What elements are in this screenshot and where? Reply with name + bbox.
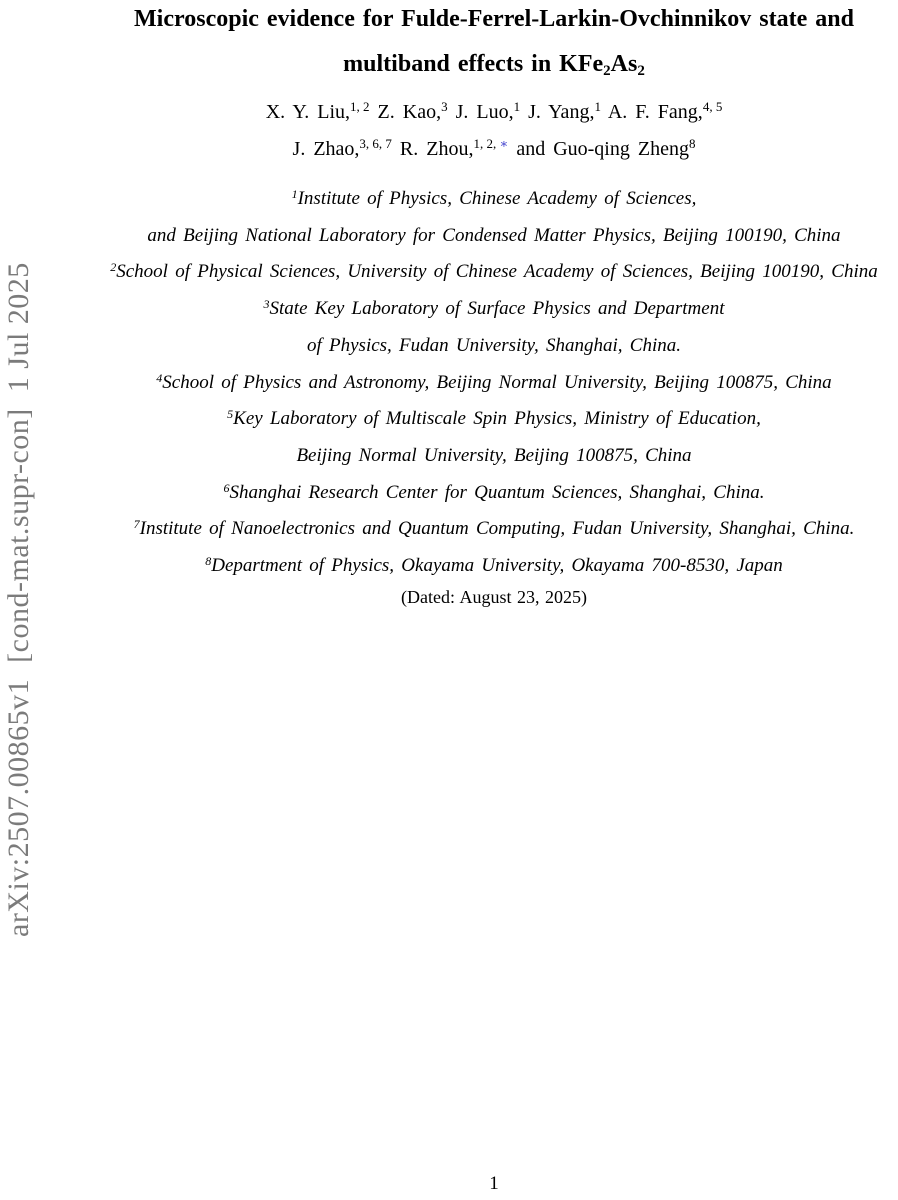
authors-line1: X. Y. Liu,$^{1, 2}$ Z. Kao,$^3$ J. Luo,$^1$ J. Yang,$^1$ A. F. Fang,$^{4, 5}$ — [265, 99, 723, 123]
arxiv-stamp: arXiv:2507.00865v1 [cond-mat.supr-con] 1 Jul 2025 — [2, 262, 35, 938]
affiliation-line: $^8$Department of Physics, Okayama University, Okayama 700-8530, Japan — [205, 554, 783, 577]
paper-title-line1: Microscopic evidence for Fulde-Ferrel-Larkin-Ovchinnikov state and — [134, 6, 854, 32]
affiliation-line: $^5$Key Laboratory of Multiscale Spin Physics, Ministry of Education, — [227, 407, 761, 430]
authors-line2: J. Zhao,$^{3, 6, 7}$ R. Zhou,$^{1, 2, ∗}$ and Guo-qing Zheng$^8$ — [292, 136, 696, 160]
affiliation-line: $^7$Institute of Nanoelectronics and Quantum Computing, Fudan University, Shanghai, China. — [133, 517, 855, 540]
dated-line: (Dated: August 23, 2025) — [401, 586, 587, 607]
page-number: 1 — [489, 1173, 499, 1194]
author-list — [90, 94, 898, 168]
title-block — [90, 0, 898, 615]
affiliation-line: and Beijing National Laboratory for Condensed Matter Physics, Beijing 100190, China — [147, 224, 841, 246]
affiliation-line: $^3$State Key Laboratory of Surface Physics and Department — [263, 297, 725, 320]
affiliation-line: $^6$Shanghai Research Center for Quantum Sciences, Shanghai, China. — [223, 480, 765, 503]
affiliation-line: $^1$Institute of Physics, Chinese Academy of Sciences, — [291, 187, 697, 209]
paper-title — [90, 0, 898, 87]
affiliation-line: Beijing Normal University, Beijing 100875, China — [296, 444, 692, 466]
affiliation-line: of Physics, Fudan University, Shanghai, China. — [306, 334, 681, 356]
affiliation-line: $^2$School of Physical Sciences, University of Chinese Academy of Sciences, Beijing 100190, China — [110, 260, 878, 283]
paper-title-line2: multiband effects in $KFe_2As_2$ — [343, 51, 645, 79]
affiliation-line: $^4$School of Physics and Astronomy, Beijing Normal University, Beijing 100875, China — [156, 370, 832, 393]
affiliations — [90, 181, 898, 585]
